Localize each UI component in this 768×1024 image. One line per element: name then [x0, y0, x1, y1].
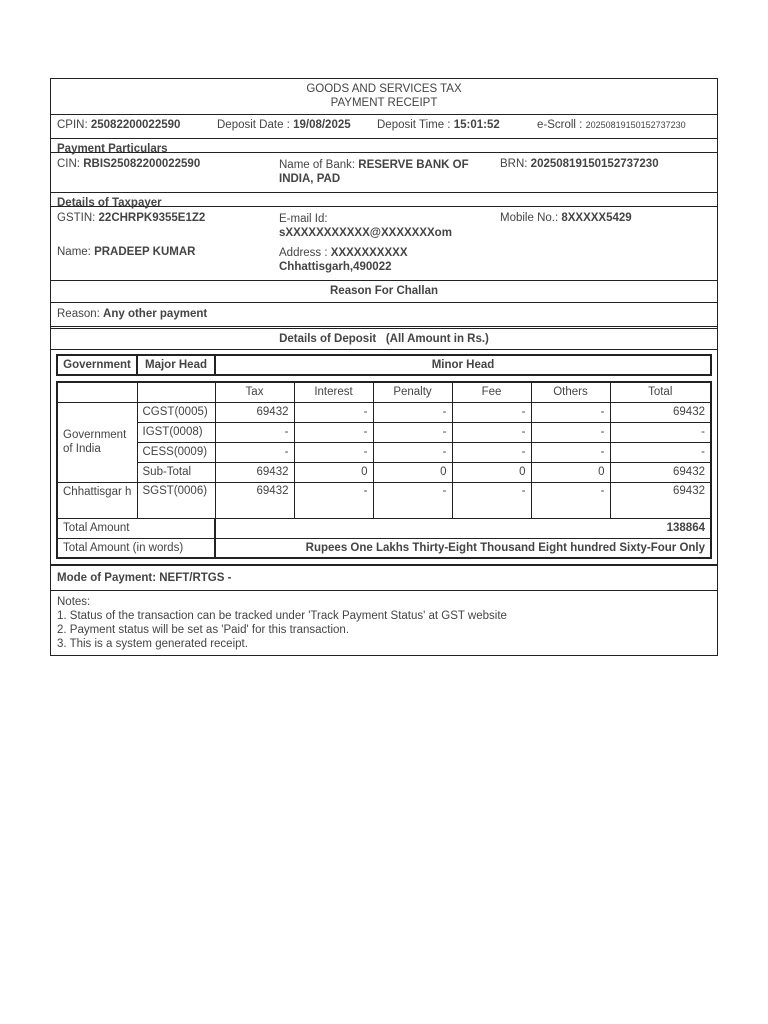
major-head-cell: CESS(0009) — [137, 442, 215, 462]
gstin-label: GSTIN: — [57, 212, 99, 224]
gstin-value: 22CHRPK9355E1Z2 — [98, 212, 206, 224]
gstin-field — [57, 212, 205, 224]
name-label: Name: — [57, 246, 95, 258]
tax-cell: - — [215, 442, 294, 462]
major-head-cell: CGST(0005) — [137, 402, 215, 422]
others-cell: - — [531, 442, 610, 462]
interest-cell: - — [294, 402, 373, 422]
bank-value-line1: RESERVE BANK OF — [358, 159, 469, 171]
col-major-head: Major Head — [137, 355, 215, 375]
address-line2: Chhattisgarh,490022 — [279, 261, 392, 273]
payment-particulars-row — [51, 153, 717, 193]
major-head-cell: SGST(0006) — [137, 482, 215, 518]
total-amount-value: 138864 — [215, 518, 711, 538]
reason-value: Any other payment — [103, 308, 208, 320]
cin-label: CIN: — [57, 158, 84, 170]
penalty-cell: - — [373, 422, 452, 442]
brn-field — [500, 158, 659, 170]
col-others: Others — [531, 382, 610, 402]
payment-receipt — [50, 78, 718, 656]
cpin-row — [51, 115, 717, 139]
name-field — [57, 246, 195, 258]
reason-field — [57, 308, 207, 320]
tax-cell: 69432 — [215, 462, 294, 482]
notes-section — [51, 591, 717, 655]
brn-label: BRN: — [500, 158, 531, 170]
empty-cell — [137, 382, 215, 402]
major-head-cell: IGST(0008) — [137, 422, 215, 442]
penalty-cell: - — [373, 482, 452, 518]
email-field — [279, 212, 452, 240]
deposit-date-label: Deposit Date : — [217, 119, 294, 131]
escroll-field — [537, 119, 686, 131]
interest-cell: - — [294, 442, 373, 462]
escroll-label: e-Scroll : — [537, 119, 586, 131]
note-item: 2. Payment status will be set as 'Paid' for this transaction. — [57, 624, 350, 636]
fee-cell: - — [452, 402, 531, 422]
email-value: sXXXXXXXXXXX@XXXXXXXom — [279, 227, 452, 239]
receipt-title — [51, 79, 717, 115]
penalty-cell: 0 — [373, 462, 452, 482]
interest-cell: - — [294, 422, 373, 442]
mobile-field — [500, 212, 632, 224]
mode-field — [57, 572, 231, 584]
tax-cell: 69432 — [215, 482, 294, 518]
fee-cell: - — [452, 422, 531, 442]
deposit-section — [51, 329, 717, 565]
deposit-header-table — [56, 354, 712, 376]
cpin-field — [57, 119, 180, 131]
deposit-heading-divider — [51, 349, 717, 350]
col-interest: Interest — [294, 382, 373, 402]
bank-label: Name of Bank: — [279, 159, 359, 171]
others-cell: - — [531, 422, 610, 442]
penalty-cell: - — [373, 402, 452, 422]
fee-cell: 0 — [452, 462, 531, 482]
deposit-time-value: 15:01:52 — [453, 119, 500, 131]
deposit-date-field — [217, 119, 351, 131]
total-words-value: Rupees One Lakhs Thirty-Eight Thousand Eight hundred Sixty-Four Only — [215, 538, 711, 558]
col-minor-head: Minor Head — [431, 359, 495, 371]
others-cell: - — [531, 402, 610, 422]
mobile-label: Mobile No.: — [500, 212, 562, 224]
col-government: Government — [57, 355, 137, 375]
table-row — [57, 442, 711, 462]
notes-title: Notes: — [57, 596, 91, 608]
total-words-label: Total Amount (in words) — [57, 538, 215, 558]
table-row — [57, 482, 711, 518]
total-amount-row — [57, 518, 711, 538]
cin-field — [57, 158, 200, 170]
col-total: Total — [610, 382, 711, 402]
total-cell: - — [610, 422, 711, 442]
table-row — [57, 402, 711, 422]
reason-row — [51, 303, 717, 329]
reason-label: Reason: — [57, 308, 104, 320]
minor-head-row — [57, 382, 711, 402]
empty-cell — [57, 382, 137, 402]
col-fee: Fee — [452, 382, 531, 402]
email-label: E-mail Id: — [279, 213, 328, 225]
escroll-value: 20250819150152737230 — [585, 120, 686, 130]
col-tax: Tax — [215, 382, 294, 402]
cpin-label: CPIN: — [57, 119, 91, 131]
state-government-cell: Chhattisgar h — [57, 482, 137, 518]
interest-cell: 0 — [294, 462, 373, 482]
penalty-cell: - — [373, 442, 452, 462]
deposit-date-value: 19/08/2025 — [293, 119, 351, 131]
col-penalty: Penalty — [373, 382, 452, 402]
note-item: 3. This is a system generated receipt. — [57, 638, 248, 650]
mobile-value: 8XXXXX5429 — [561, 212, 632, 224]
bank-value-line2: INDIA, PAD — [279, 173, 341, 185]
mode-of-payment-row — [51, 565, 717, 591]
title-line-2: PAYMENT RECEIPT — [330, 97, 438, 109]
deposit-table — [56, 381, 712, 559]
total-cell: 69432 — [610, 402, 711, 422]
total-words-row — [57, 538, 711, 558]
note-item: 1. Status of the transaction can be tracked under 'Track Payment Status' at GST website — [57, 610, 507, 622]
tax-cell: - — [215, 422, 294, 442]
others-cell: - — [531, 482, 610, 518]
address-line1: XXXXXXXXXX — [330, 247, 408, 259]
total-amount-label: Total Amount — [57, 518, 215, 538]
fee-cell: - — [452, 482, 531, 518]
deposit-time-field — [377, 119, 500, 131]
reason-heading: Reason For Challan — [51, 281, 717, 303]
tax-cell: 69432 — [215, 402, 294, 422]
title-line-1: GOODS AND SERVICES TAX — [306, 83, 462, 95]
taxpayer-heading: Details of Taxpayer — [51, 193, 717, 207]
bank-field — [279, 158, 469, 186]
mode-value: NEFT/RTGS - — [159, 572, 232, 584]
total-cell: 69432 — [610, 462, 711, 482]
deposit-heading-note: (All Amount in Rs.) — [385, 333, 489, 345]
address-field — [279, 246, 408, 274]
cpin-value: 25082200022590 — [90, 119, 181, 131]
total-cell: - — [610, 442, 711, 462]
payment-particulars-heading: Payment Particulars — [51, 139, 717, 153]
brn-value: 20250819150152737230 — [530, 158, 659, 170]
fee-cell: - — [452, 442, 531, 462]
total-cell: 69432 — [610, 482, 711, 518]
subtotal-row — [57, 462, 711, 482]
deposit-heading — [51, 333, 717, 345]
taxpayer-details — [51, 207, 717, 281]
mode-label: Mode of Payment: — [57, 572, 160, 584]
table-row — [57, 422, 711, 442]
deposit-heading-text: Details of Deposit — [279, 333, 377, 345]
cin-value: RBIS25082200022590 — [83, 158, 201, 170]
address-label: Address : — [279, 247, 331, 259]
others-cell: 0 — [531, 462, 610, 482]
major-head-cell: Sub-Total — [137, 462, 215, 482]
deposit-time-label: Deposit Time : — [377, 119, 454, 131]
government-of-india-cell: Government of India — [57, 402, 137, 482]
name-value: PRADEEP KUMAR — [94, 246, 196, 258]
interest-cell: - — [294, 482, 373, 518]
